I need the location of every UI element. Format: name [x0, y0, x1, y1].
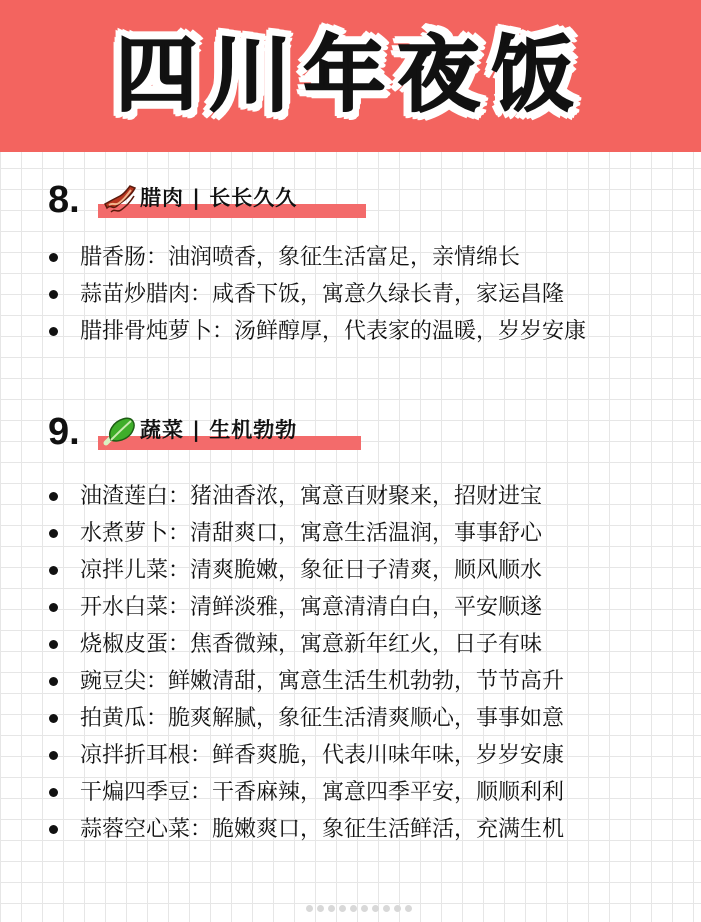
list-item: 蒜苗炒腊肉：咸香下饭，寓意久绿长青，家运昌隆 [0, 276, 701, 313]
bullet-icon [49, 603, 58, 612]
bullet-icon [49, 825, 58, 834]
section-title: 腊肉 | 长长久久 [140, 186, 298, 210]
section-heading [0, 176, 701, 224]
list-item: 豌豆尖：鲜嫩清甜，寓意生活生机勃勃，节节高升 [0, 663, 701, 700]
section-number: 8. [48, 179, 80, 221]
section-cured-meat [0, 176, 701, 344]
dish-list [0, 239, 701, 350]
header-banner [0, 0, 701, 152]
list-item: 腊香肠：油润喷香，象征生活富足，亲情绵长 [0, 239, 701, 276]
bullet-icon [49, 566, 58, 575]
bullet-icon [49, 788, 58, 797]
list-item: 拍黄瓜：脆爽解腻，象征生活清爽顺心，事事如意 [0, 700, 701, 737]
page-dot [394, 905, 401, 912]
page-dot [317, 905, 324, 912]
list-item: 蒜蓉空心菜：脆嫩爽口，象征生活鲜活，充满生机 [0, 811, 701, 848]
leafy-green-icon [103, 416, 137, 446]
section-number: 9. [48, 411, 80, 453]
bullet-icon [49, 714, 58, 723]
page-dot [361, 905, 368, 912]
list-item: 腊排骨炖萝卜：汤鲜醇厚，代表家的温暖，岁岁安康 [0, 313, 701, 350]
bullet-icon [49, 640, 58, 649]
section-title: 蔬菜 | 生机勃勃 [140, 418, 298, 442]
list-item: 开水白菜：清鲜淡雅，寓意清清白白，平安顺遂 [0, 589, 701, 626]
list-item: 凉拌折耳根：鲜香爽脆，代表川味年味，岁岁安康 [0, 737, 701, 774]
list-item: 干煸四季豆：干香麻辣，寓意四季平安，顺顺利利 [0, 774, 701, 811]
bullet-icon [49, 253, 58, 262]
bullet-icon [49, 492, 58, 501]
section-vegetables [0, 408, 701, 842]
page-dot [339, 905, 346, 912]
page-dot [306, 905, 313, 912]
page-indicator [306, 905, 412, 912]
list-item: 烧椒皮蛋：焦香微辣，寓意新年红火，日子有味 [0, 626, 701, 663]
page-title: 四川年夜饭 [115, 28, 586, 123]
page-dot [372, 905, 379, 912]
page-dot [328, 905, 335, 912]
bullet-icon [49, 290, 58, 299]
bullet-icon [49, 751, 58, 760]
bullet-icon [49, 529, 58, 538]
bullet-icon [49, 327, 58, 336]
list-item: 油渣莲白：猪油香浓，寓意百财聚来，招财进宝 [0, 478, 701, 515]
bullet-icon [49, 677, 58, 686]
dish-list [0, 478, 701, 848]
list-item: 水煮萝卜：清甜爽口，寓意生活温润，事事舒心 [0, 515, 701, 552]
page-dot [383, 905, 390, 912]
page-dot [350, 905, 357, 912]
list-item: 凉拌儿菜：清爽脆嫩，象征日子清爽，顺风顺水 [0, 552, 701, 589]
bacon-icon [103, 184, 137, 214]
page-dot [405, 905, 412, 912]
section-heading [0, 408, 701, 456]
